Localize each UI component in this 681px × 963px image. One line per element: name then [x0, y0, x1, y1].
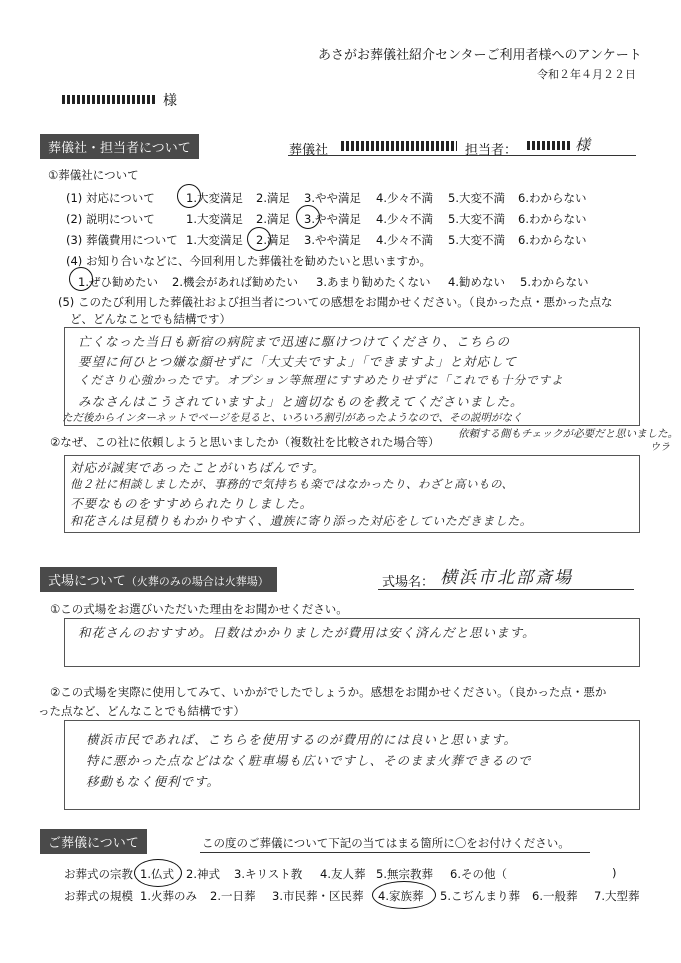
row2-opt2[interactable]: 2.満足: [256, 212, 290, 226]
religion-opt6-close: ): [612, 866, 617, 880]
row1-opt3[interactable]: 3.やや満足: [304, 191, 361, 205]
section-bar-label: 式場について: [48, 574, 126, 589]
redacted-customer-name: [62, 95, 157, 104]
row3-opt2[interactable]: 2.満足: [256, 233, 290, 247]
row3-opt6[interactable]: 6.わからない: [518, 233, 587, 247]
religion-opt4[interactable]: 4.友人葬: [320, 867, 366, 881]
religion-opt2[interactable]: 2.神式: [186, 867, 220, 881]
q6-answer-line-2: 他２社に相談しましたが、事務的で気持ちも楽ではなかったり、わざと高いもの、: [70, 477, 514, 491]
row1-label: (1) 対応について: [66, 191, 155, 205]
religion-opt5[interactable]: 5.無宗教葬: [376, 867, 433, 881]
q4-opt1[interactable]: 1.ぜひ勧めたい: [78, 275, 158, 289]
venue-name: 横浜市北部斎場: [440, 568, 573, 588]
q6-answer-line-4: 和花さんは見積りもわかりやすく、遺族に寄り添った対応をしていただきました。: [70, 514, 533, 528]
row1-selection-circle: [177, 184, 201, 208]
redacted-staff-name: [527, 141, 570, 150]
row3-opt4[interactable]: 4.少々不満: [376, 233, 433, 247]
q1-heading: ①葬儀社について: [48, 168, 139, 182]
q4-opt5[interactable]: 5.わからない: [520, 275, 589, 289]
survey-title: あさがお葬儀社紹介センターご利用者様へのアンケート: [318, 48, 642, 63]
q6-answer-line-1: 対応が誠実であったことがいちばんです。: [70, 460, 326, 475]
scale-opt3[interactable]: 3.市民葬・区民葬: [272, 889, 364, 903]
row1-opt5[interactable]: 5.大変不満: [448, 191, 505, 205]
q4-heading: (4) お知り合いなどに、今回利用した葬儀社を勧めたいと思いますか。: [66, 254, 431, 268]
company-label: 葬儀社: [289, 143, 329, 158]
staff-suffix: 様: [575, 136, 592, 154]
row2-opt5[interactable]: 5.大変不満: [448, 212, 505, 226]
company-staff-underline: [288, 155, 636, 156]
q6-heading: ②なぜ、この社に依頼しようと思いましたか（複数社を比較された場合等）: [50, 435, 440, 449]
funeral-instruction: この度のご葬儀について下記の当てはまる箇所に〇をお付けください。: [202, 836, 570, 850]
venue-q2-answer-line-1: 横浜市民であれば、こちらを使用するのが費用的には良いと思います。: [86, 732, 518, 747]
section-bar-funeral: [40, 829, 147, 854]
instruction-underline: [200, 852, 590, 853]
row2-selection-circle: [296, 205, 320, 229]
row3-label: (3) 葬儀費用について: [66, 233, 178, 247]
religion-opt6[interactable]: 6.その他（: [450, 867, 507, 881]
scale-opt7[interactable]: 7.大型葬: [594, 889, 640, 903]
religion-opt1[interactable]: 1.仏式: [140, 867, 174, 881]
religion-selection-circle: [134, 859, 182, 887]
venue-q1-answer: 和花さんのおすすめ。日数はかかりましたが費用は安く済んだと思います。: [78, 625, 536, 640]
q5-answer-line-4: みなさんはこうされていますよ」と適切なものを教えてくださいました。: [78, 394, 524, 409]
q5-answer-line-3: くださり心強かったです。オプション等無理にすすめたりせずに「これでも十分ですよ: [78, 373, 564, 387]
row1-opt2[interactable]: 2.満足: [256, 191, 290, 205]
row2-opt6[interactable]: 6.わからない: [518, 212, 587, 226]
religion-opt3[interactable]: 3.キリスト教: [234, 867, 303, 881]
row1-opt4[interactable]: 4.少々不満: [376, 191, 433, 205]
survey-date: 令和２年４月２２日: [537, 68, 636, 81]
row2-label: (2) 説明について: [66, 212, 155, 226]
scale-opt2[interactable]: 2.一日葬: [210, 889, 256, 903]
section-bar-label: ご葬儀について: [48, 836, 139, 851]
venue-q2-answer-line-3: 移動もなく便利です。: [86, 774, 221, 789]
scale-selection-circle: [372, 881, 436, 909]
row1-opt6[interactable]: 6.わからない: [518, 191, 587, 205]
q4-opt2[interactable]: 2.機会があれば勧めたい: [172, 275, 298, 289]
venue-q2-heading: ②この式場を実際に使用してみて、いかがでしたでしょうか。感想をお聞かせください。（良かった点・悪か: [50, 685, 607, 699]
q5-answer-line-1: 亡くなった当日も新宿の病院まで迅速に駆けつけてくださり、こちらの: [78, 334, 511, 349]
staff-label: 担当者：: [465, 143, 518, 158]
q6-margin-note: 依頼する側もチェックが必要だと思いました。: [458, 428, 679, 440]
q5-answer-line-2: 要望に何ひとつ嫌な顔せずに「大丈夫ですよ」「できますよ」と対応して: [78, 354, 518, 369]
redacted-company-name: [341, 141, 457, 151]
scale-opt1[interactable]: 1.火葬のみ: [140, 889, 197, 903]
row3-opt3[interactable]: 3.やや満足: [304, 233, 361, 247]
venue-q2-heading-cont: った点など、どんなことでも結構です）: [38, 704, 245, 718]
section-bar-note: （火葬のみの場合は火葬場）: [125, 575, 269, 588]
row3-opt1[interactable]: 1.大変満足: [186, 233, 243, 247]
q5-heading-cont: ど、どんなことでも結構です）: [70, 312, 231, 326]
venue-label: 式場名：: [382, 575, 435, 590]
q4-selection-circle: [69, 267, 93, 291]
venue-q2-answer-line-2: 特に悪かった点などはなく駐車場も広いですし、そのまま火葬できるので: [86, 753, 532, 768]
scale-opt4[interactable]: 4.家族葬: [378, 889, 424, 903]
scale-opt5[interactable]: 5.こぢんまり葬: [440, 889, 520, 903]
venue-q1-heading: ①この式場をお選びいただいた理由をお聞かせください。: [50, 602, 348, 616]
section-bar-funeral-company: [40, 134, 199, 159]
row3-selection-circle: [247, 227, 271, 251]
q6-answer-line-3: 不要なものをすすめられたりしました。: [70, 496, 314, 511]
row3-opt5[interactable]: 5.大変不満: [448, 233, 505, 247]
scale-opt6[interactable]: 6.一般葬: [532, 889, 578, 903]
venue-underline: [378, 589, 634, 590]
q5-heading: (5) このたび利用した葬儀社および担当者についての感想をお聞かせください。（良かった点・悪かった点な: [58, 295, 613, 309]
row2-opt1[interactable]: 1.大変満足: [186, 212, 243, 226]
row2-opt3[interactable]: 3.やや満足: [304, 212, 361, 226]
row2-opt4[interactable]: 4.少々不満: [376, 212, 433, 226]
section-bar-label: 葬儀社・担当者について: [48, 141, 191, 156]
section-bar-venue: [40, 567, 277, 592]
q6-margin-note-ura: ウラ: [650, 442, 670, 453]
customer-suffix: 様: [163, 93, 177, 109]
scale-label: お葬式の規模: [64, 889, 133, 903]
religion-label: お葬式の宗教: [64, 867, 133, 881]
row1-opt1[interactable]: 1.大変満足: [186, 191, 243, 205]
q4-opt4[interactable]: 4.勧めない: [448, 275, 505, 289]
q5-answer-line-5: ただ後からインターネットでページを見ると、いろいろ割引があったようなので、その説明がなく: [62, 412, 523, 424]
q4-opt3[interactable]: 3.あまり勧めたくない: [316, 275, 431, 289]
